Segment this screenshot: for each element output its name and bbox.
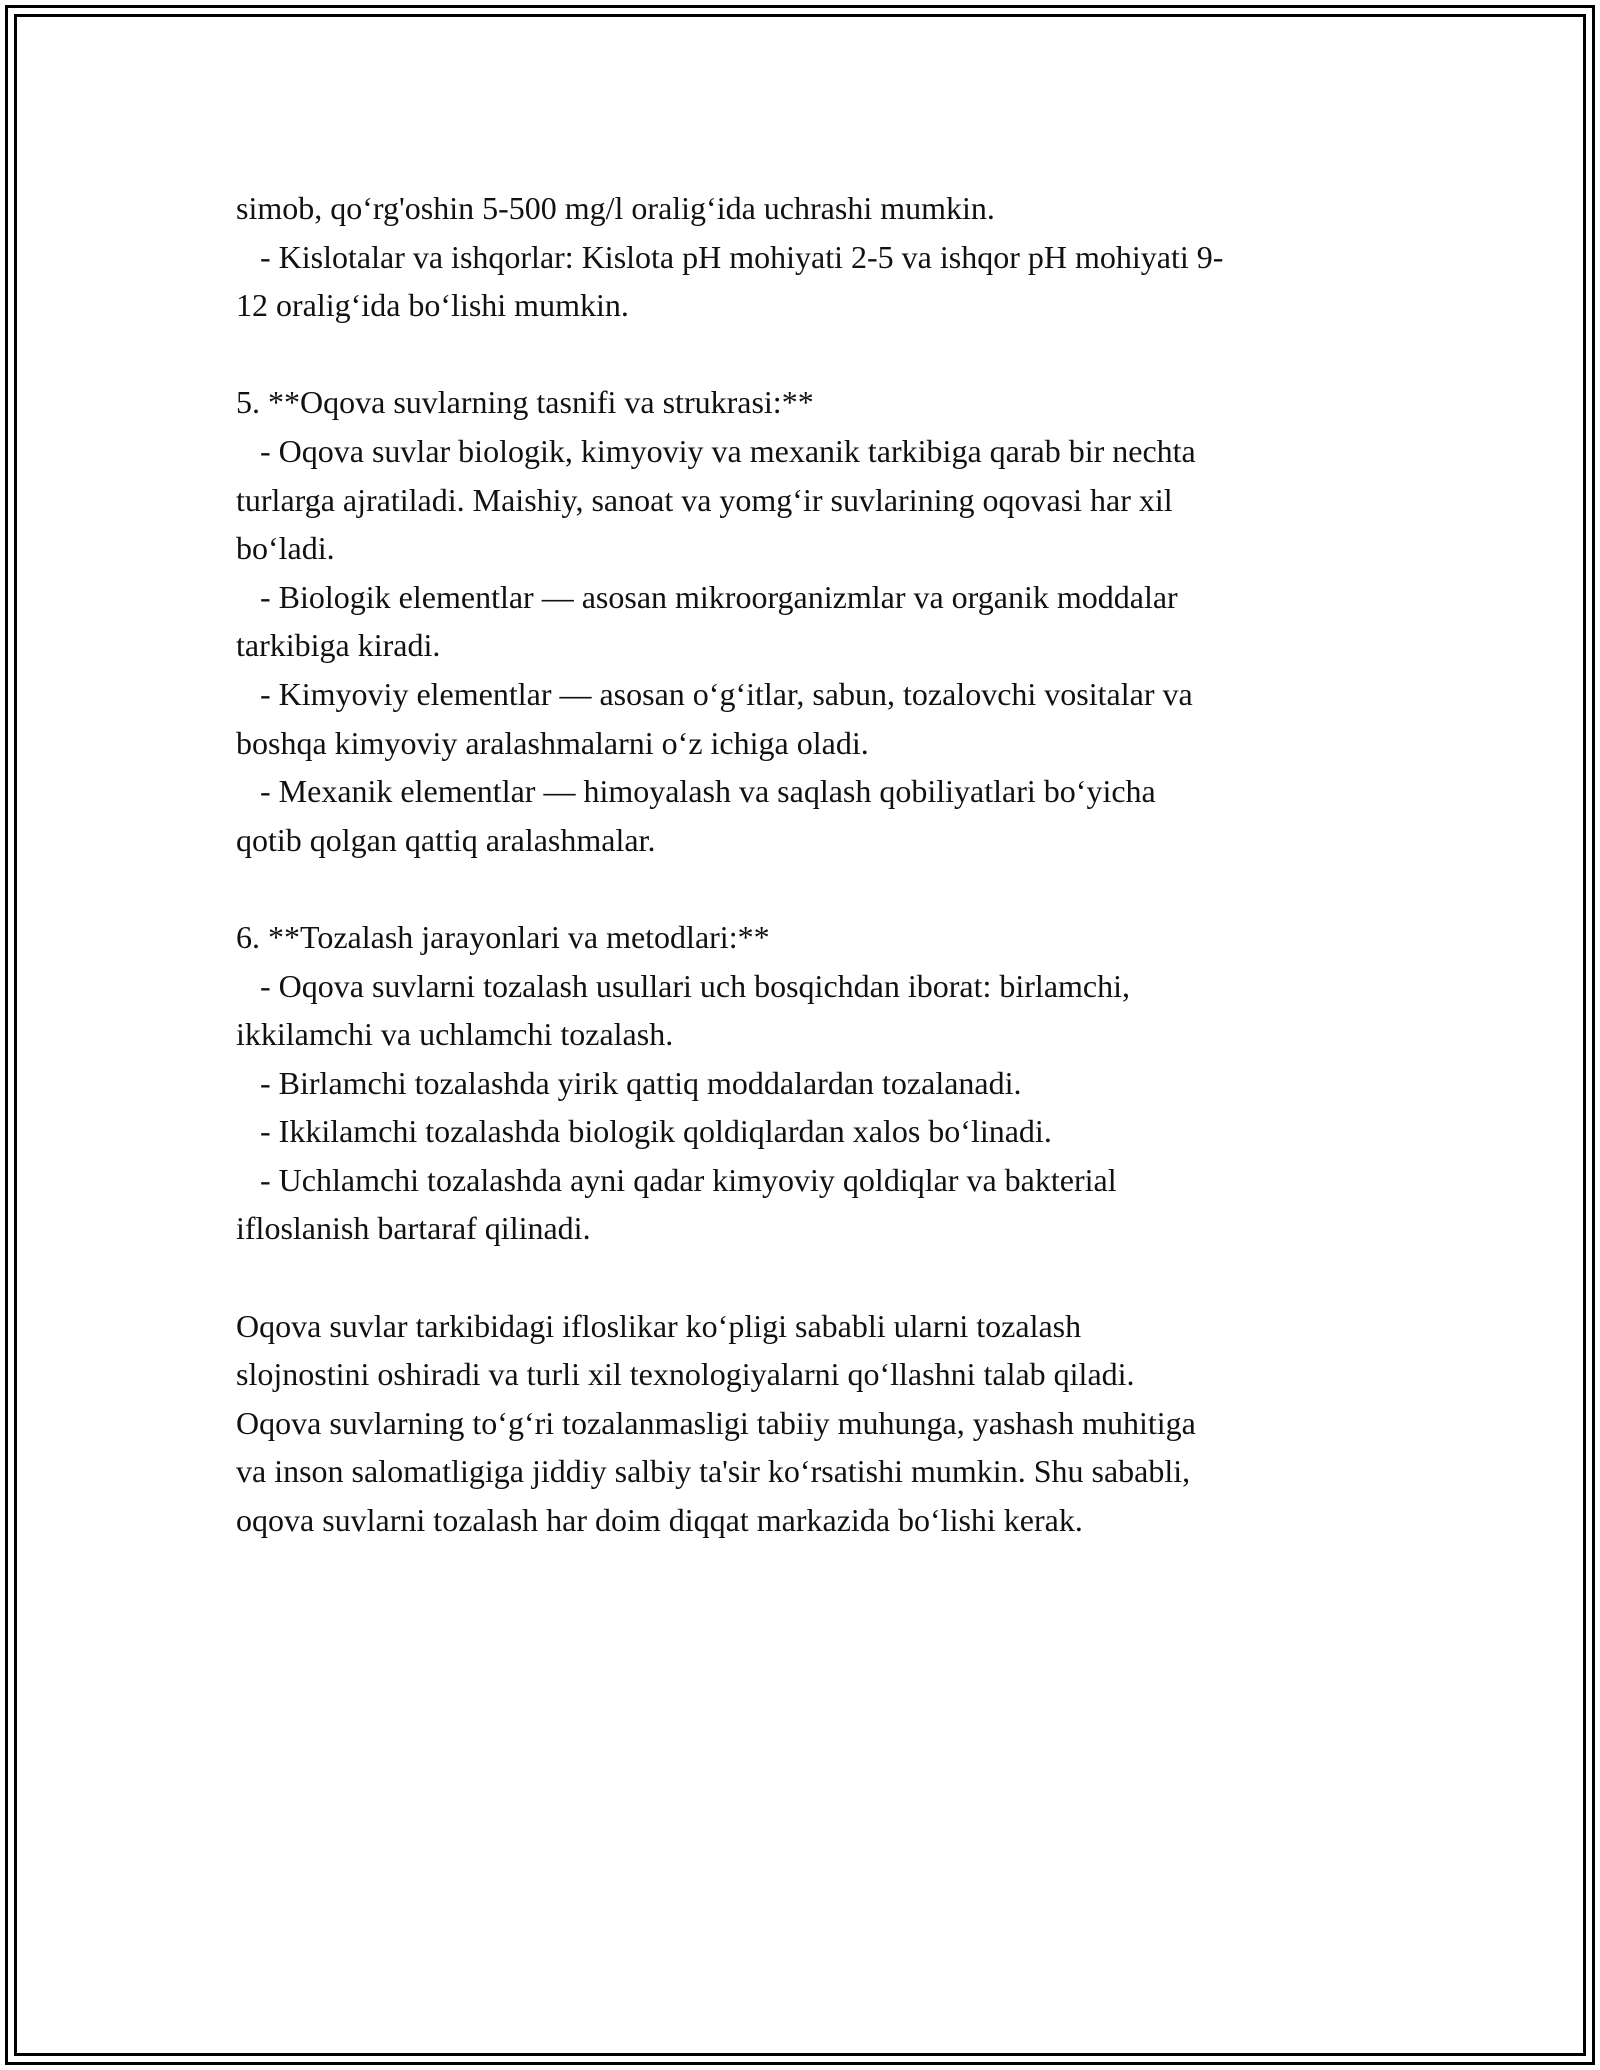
text-line: va inson salomatligiga jiddiy salbiy ta'sir ko‘rsatishi mumkin. Shu sababli, — [236, 1453, 1191, 1490]
text-line: - Uchlamchi tozalashda ayni qadar kimyoviy qoldiqlar va bakterial — [236, 1161, 1117, 1198]
text-line: - Ikkilamchi tozalashda biologik qoldiqlardan xalos bo‘linadi. — [236, 1113, 1052, 1150]
text-line: bo‘ladi. — [236, 530, 335, 567]
text-line: Oqova suvlarning to‘g‘ri tozalanmasligi tabiiy muhunga, yashash muhitiga — [236, 1404, 1196, 1441]
text-line: - Oqova suvlarni tozalash usullari uch bosqichdan iborat: birlamchi, — [236, 967, 1130, 1004]
text-line: boshqa kimyoviy aralashmalarni o‘z ichiga oladi. — [236, 724, 869, 761]
text-line: - Birlamchi tozalashda yirik qattiq moddalardan tozalanadi. — [236, 1064, 1022, 1101]
section-heading: 5. **Oqova suvlarning tasnifi va strukrasi:** — [236, 384, 814, 421]
text-line: ifloslanish bartaraf qilinadi. — [236, 1210, 591, 1247]
paragraph-gap — [236, 864, 1406, 913]
text-line: - Kimyoviy elementlar — asosan o‘g‘itlar, sabun, tozalovchi vositalar va — [236, 675, 1193, 712]
text-line: - Mexanik elementlar — himoyalash va saqlash qobiliyatlari bo‘yicha — [236, 773, 1156, 810]
text-line: 12 oralig‘ida bo‘lishi mumkin. — [236, 287, 629, 324]
paragraph-gap — [236, 330, 1406, 379]
text-line: simob, qo‘rg'oshin 5-500 mg/l oralig‘ida uchrashi mumkin. — [236, 190, 995, 226]
text-line: - Kislotalar va ishqorlar: Kislota pH mohiyati 2-5 va ishqor pH mohiyati 9- — [236, 238, 1224, 275]
text-line: tarkibiga kiradi. — [236, 627, 441, 664]
text-line: ikkilamchi va uchlamchi tozalash. — [236, 1016, 674, 1053]
text-line: Oqova suvlar tarkibidagi ifloslikar ko‘pligi sababli ularni tozalash — [236, 1307, 1082, 1344]
text-line: - Biologik elementlar — asosan mikroorganizmlar va organik moddalar — [236, 578, 1178, 615]
text-line: - Oqova suvlar biologik, kimyoviy va mexanik tarkibiga qarab bir nechta — [236, 432, 1196, 469]
text-line: oqova suvlarni tozalash har doim diqqat markazida bo‘lishi kerak. — [236, 1502, 1083, 1539]
document-body — [236, 184, 1406, 1545]
paragraph-gap — [236, 1253, 1406, 1302]
text-line: qotib qolgan qattiq aralashmalar. — [236, 821, 656, 858]
section-heading: 6. **Tozalash jarayonlari va metodlari:** — [236, 918, 770, 955]
text-line: turlarga ajratiladi. Maishiy, sanoat va yomg‘ir suvlarining oqovasi har xil — [236, 481, 1173, 518]
text-line: slojnostini oshiradi va turli xil texnologiyalarni qo‘llashni talab qiladi. — [236, 1356, 1135, 1393]
